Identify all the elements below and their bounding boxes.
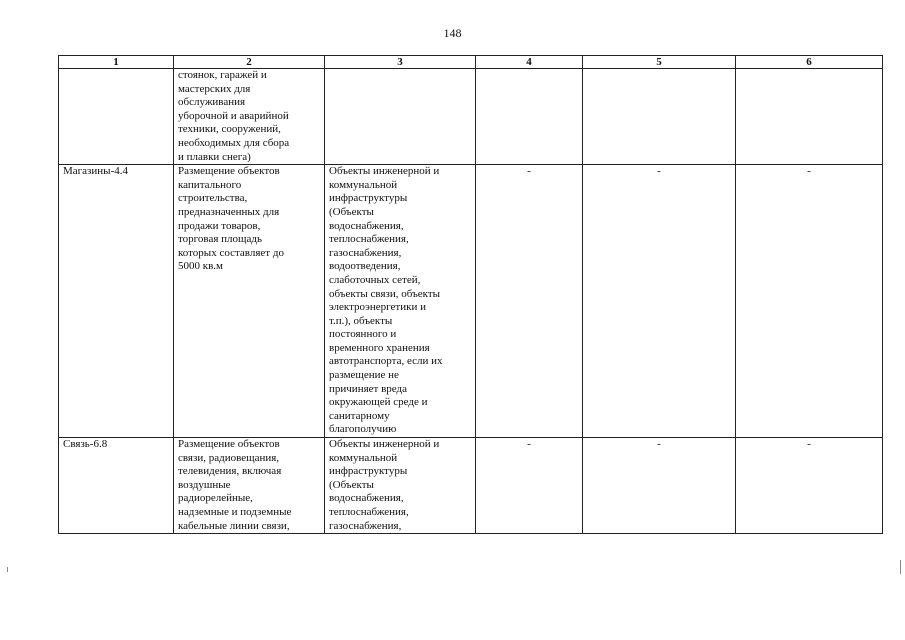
table-cell-col3: [325, 438, 476, 534]
cell-text-line: радиорелейные,: [178, 492, 253, 505]
cell-text-line: связи, радиовещания,: [178, 451, 280, 464]
land-use-table: [58, 55, 883, 534]
table-cell-col1: [59, 69, 174, 165]
cell-text-line: капитального: [178, 178, 242, 191]
table-row: [59, 69, 883, 165]
cell-text-line: временного хранения: [329, 341, 430, 354]
table-cell-col5: -: [583, 165, 736, 438]
cell-text-line: надземные и подземные: [178, 506, 292, 518]
table-cell-col1: [59, 165, 174, 438]
cell-text-line: обслуживания: [178, 96, 246, 109]
table-header-row: [59, 56, 883, 69]
cell-text-line: т.п.), объекты: [329, 314, 393, 327]
column-header: 5: [583, 56, 736, 69]
cell-text-line: благополучию: [329, 423, 397, 436]
cell-text-line: объекты связи, объекты: [329, 287, 441, 300]
table-cell-col4: [476, 69, 583, 165]
table-cell-col2: [174, 438, 325, 534]
cell-text-line: телевидения, включая: [178, 465, 282, 478]
table-cell-col6: -: [736, 438, 883, 534]
cell-text-line: теплоснабжения,: [329, 233, 409, 246]
cell-text-line: электроэнергетики и: [329, 301, 426, 314]
cell-text-line: техники, сооружений,: [178, 123, 281, 136]
cell-text-line: (Объекты: [329, 205, 374, 218]
cell-text-line: торговая площадь: [178, 233, 262, 246]
table-cell-col4: -: [476, 438, 583, 534]
table-cell-col1: [59, 438, 174, 534]
cell-text-line: и плавки снега): [178, 150, 251, 163]
cell-text-line: стоянок, гаражей и: [178, 69, 267, 81]
table-cell-col2: [174, 69, 325, 165]
cell-text-line: кабельные линии связи,: [178, 519, 290, 532]
table-row: [59, 165, 883, 438]
cell-text-line: Объекты инженерной и: [329, 438, 440, 451]
cell-text-line: размещение не: [329, 369, 399, 382]
cell-text-line: автотранспорта, если их: [329, 355, 443, 368]
cell-text-line: водоотведения,: [329, 260, 401, 273]
table-cell-col4: -: [476, 165, 583, 438]
table-cell-col3: [325, 69, 476, 165]
cell-text-line: инфраструктуры: [329, 192, 408, 205]
page-number: 148: [443, 26, 462, 40]
cell-text-line: газоснабжения,: [329, 246, 402, 259]
column-header: 2: [174, 56, 325, 69]
table-cell-col6: -: [736, 165, 883, 438]
table-row: [59, 438, 883, 534]
cell-text-line: (Объекты: [329, 478, 374, 491]
cell-text-line: водоснабжения,: [329, 219, 404, 232]
cell-text-line: коммунальной: [329, 451, 398, 464]
cell-text-line: санитарному: [329, 409, 390, 422]
cell-text-line: теплоснабжения,: [329, 506, 409, 518]
cell-text-line: необходимых для сбора: [178, 136, 290, 149]
cell-text-line: причиняет вреда: [329, 382, 407, 395]
table-cell-col2: [174, 165, 325, 438]
table-cell-col6: [736, 69, 883, 165]
table-cell-col3: [325, 165, 476, 438]
cell-text-line: мастерских для: [178, 82, 251, 95]
cell-text-line: Связь-6.8: [63, 438, 108, 451]
cell-text-line: Магазины-4.4: [63, 165, 128, 178]
cell-text-line: уборочной и аварийной: [178, 109, 289, 122]
cell-text-line: окружающей среде и: [329, 396, 428, 409]
cell-text-line: Размещение объектов: [178, 165, 280, 178]
cell-text-line: предназначенных для: [178, 205, 280, 218]
cell-text-line: постоянного и: [329, 328, 397, 341]
cell-text-line: воздушные: [178, 478, 231, 491]
cell-text-line: продажи товаров,: [178, 219, 261, 232]
table-cell-col5: [583, 69, 736, 165]
cell-text-line: Размещение объектов: [178, 438, 280, 451]
cell-text-line: которых составляет до: [178, 246, 284, 259]
column-header: 3: [325, 56, 476, 69]
cell-text-line: Объекты инженерной и: [329, 165, 440, 178]
column-header: 6: [736, 56, 883, 69]
scan-mark-right: [900, 560, 901, 574]
table-cell-col5: -: [583, 438, 736, 534]
cell-text-line: слаботочных сетей,: [329, 273, 421, 286]
scan-mark-left: [7, 567, 8, 572]
column-header: 4: [476, 56, 583, 69]
column-header: 1: [59, 56, 174, 69]
cell-text-line: водоснабжения,: [329, 492, 404, 505]
cell-text-line: строительства,: [178, 192, 248, 205]
cell-text-line: коммунальной: [329, 178, 398, 191]
cell-text-line: 5000 кв.м: [178, 260, 223, 273]
cell-text-line: инфраструктуры: [329, 465, 408, 478]
cell-text-line: газоснабжения,: [329, 519, 402, 532]
